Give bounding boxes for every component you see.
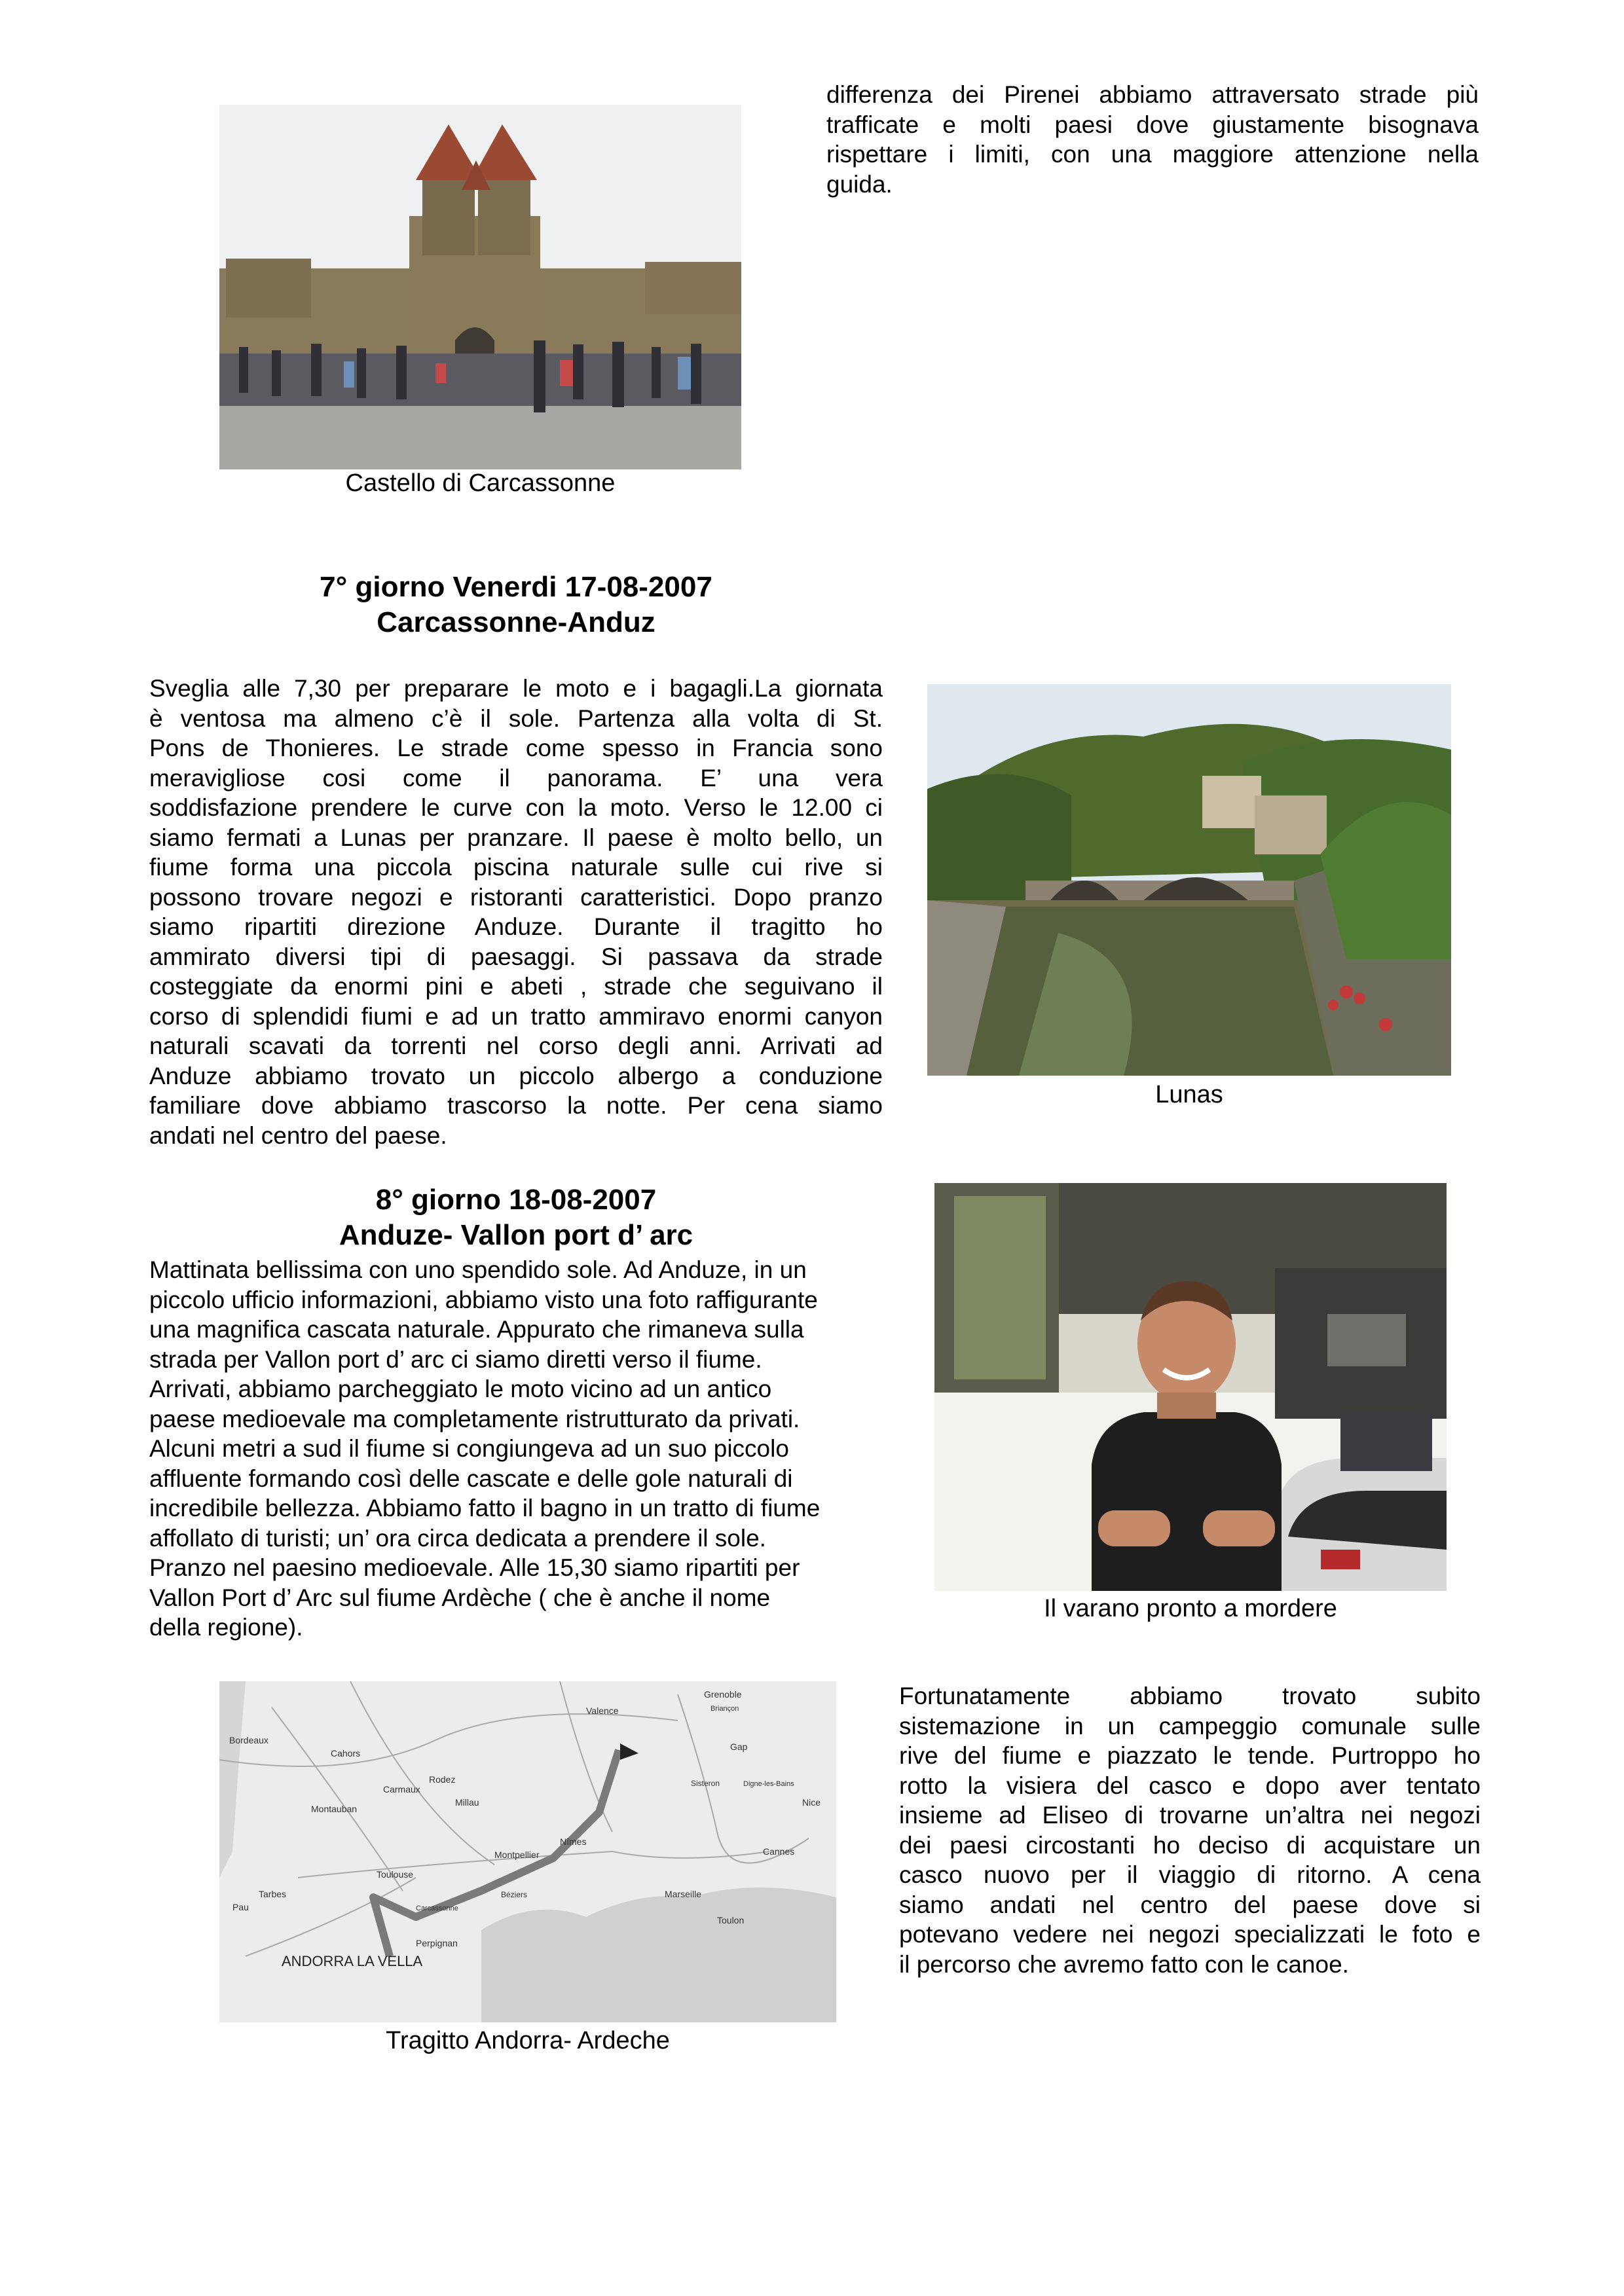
map-caption: Tragitto Andorra- Ardeche: [386, 2027, 670, 2054]
map-label-cannes: Cannes: [763, 1846, 795, 1857]
map-label-perpignan: Perpignan: [416, 1938, 458, 1948]
map-label-beziers: Béziers: [501, 1890, 528, 1899]
map-label-marseille: Marseille: [665, 1889, 702, 1899]
map-label-toulon: Toulon: [717, 1915, 745, 1925]
day7-title: 7° giorno Venerdi 17-08-2007: [320, 571, 712, 603]
day7-subtitle: Carcassonne-Anduz: [377, 606, 655, 638]
day7-heading: [149, 570, 883, 640]
map-label-nimes: Nîmes: [560, 1836, 587, 1847]
map-label-rodez: Rodez: [429, 1774, 456, 1785]
map-label-tarbes: Tarbes: [259, 1889, 287, 1899]
day8-heading: [149, 1182, 883, 1253]
day8-title: 8° giorno 18-08-2007: [375, 1184, 657, 1216]
lunas-photo: [927, 684, 1451, 1076]
campsite-paragraph: Fortunatamente abbiamo trovato subito sistemazione in un campeggio comunale sulle rive del fiume e piazzato le tende. Purtroppo ho rotto la visiera del casco e dopo aver tentato insieme ad Eliseo di trovarne un’altra nei negozi dei paesi circostanti ho deciso di acquistare un casco nuovo per il viaggio di ritorno. A cena siamo andati nel centro del paese dove si potevano vedere nei negozi specializzati le foto e il percorso che avremo fatto con le canoe.: [899, 1683, 1481, 1978]
map-label-millau: Millau: [455, 1797, 479, 1808]
map-label-montpellier: Montpellier: [494, 1850, 540, 1860]
carcassonne-castle-photo: [219, 105, 741, 469]
lunas-caption: Lunas: [1155, 1081, 1223, 1108]
day7-paragraph: Sveglia alle 7,30 per preparare le moto e i bagagli.La giornata è ventosa ma almeno c’è il sole. Partenza alla volta di St. Pons de Thonieres. Le strade come spesso in Francia sono meravigliose cosi come il panorama. E’ una vera soddisfazione prendere le curve con la moto. Verso le 12.00 ci siamo fermati a Lunas per pranzare. Il paese è molto bello, un fiume forma una piccola piscina naturale sulle cui rive si possono trovare negozi e ristoranti caratteristici. Dopo pranzo siamo ripartiti direzione Anduze. Durante il tragitto ho ammirato diversi tipi di paesaggi. Si passava da strade costeggiate da enormi pini e abeti , strade che seguivano il corso di splendidi fiumi e ad un tratto ammiravo enormi canyon naturali scavati da torrenti nel corso degli anni. Arrivati ad Anduze abbiamo trovato un piccolo albergo a conduzione familiare dove abbiamo trascorso la notte. Per cena siamo andati nel centro del paese.: [149, 675, 883, 1149]
carcassonne-caption: Castello di Carcassonne: [345, 469, 616, 497]
map-label-grenoble: Grenoble: [704, 1689, 742, 1700]
map-label-briancon: Briançon: [710, 1705, 739, 1713]
map-label-carmaux: Carmaux: [383, 1784, 420, 1795]
day8-paragraph: Mattinata bellissima con uno spendido sole. Ad Anduze, in un piccolo ufficio informazioni, abbiamo visto una foto raffigurante una magnifica cascata naturale. Appurato che rimaneva sulla strada per Vallon port d’ arc ci siamo diretti verso il fiume. Arrivati, abbiamo parcheggiato le moto vicino ad un antico paese medioevale ma completamente ristrutturato da privati. Alcuni metri a sud il fiume si congiungeva ad un suo piccolo affluente formando così delle cascate e delle gole naturali di incredibile bellezza. Abbiamo fatto il bagno in un tratto di fiume affollato di turisti; un’ ora circa dedicata a prendere il sole. Pranzo nel paesino medioevale. Alle 15,30 siamo ripartiti per Vallon Port d’ Arc sul fiume Ardèche ( che è anche il nome della regione).: [149, 1256, 821, 1641]
map-label-gap: Gap: [730, 1741, 748, 1752]
continuation-paragraph: differenza dei Pirenei abbiamo attraversato strade più trafficate e molti paesi dove giustamente bisognava rispettare i limiti, con una maggiore attenzione nella guida.: [826, 81, 1479, 198]
map-label-valence: Valence: [586, 1705, 619, 1716]
map-label-bordeaux: Bordeaux: [229, 1735, 268, 1745]
varano-caption: Il varano pronto a mordere: [1044, 1595, 1337, 1622]
varano-photo: [934, 1183, 1447, 1591]
map-label-cahors: Cahors: [331, 1748, 361, 1758]
map-label-digne: Digne-les-Bains: [743, 1780, 794, 1788]
map-label-sisteron: Sisteron: [691, 1779, 720, 1788]
map-label-toulouse: Toulouse: [377, 1869, 414, 1880]
map-label-montauban: Montauban: [311, 1804, 358, 1814]
map-label-nice: Nice: [802, 1797, 821, 1808]
route-map: [219, 1681, 836, 2022]
day8-subtitle: Anduze- Vallon port d’ arc: [339, 1219, 693, 1251]
map-label-pau: Pau: [232, 1902, 249, 1912]
map-label-andorra: ANDORRA LA VELLA: [282, 1953, 423, 1969]
map-label-carcassonne: Carcassonne: [416, 1904, 458, 1912]
